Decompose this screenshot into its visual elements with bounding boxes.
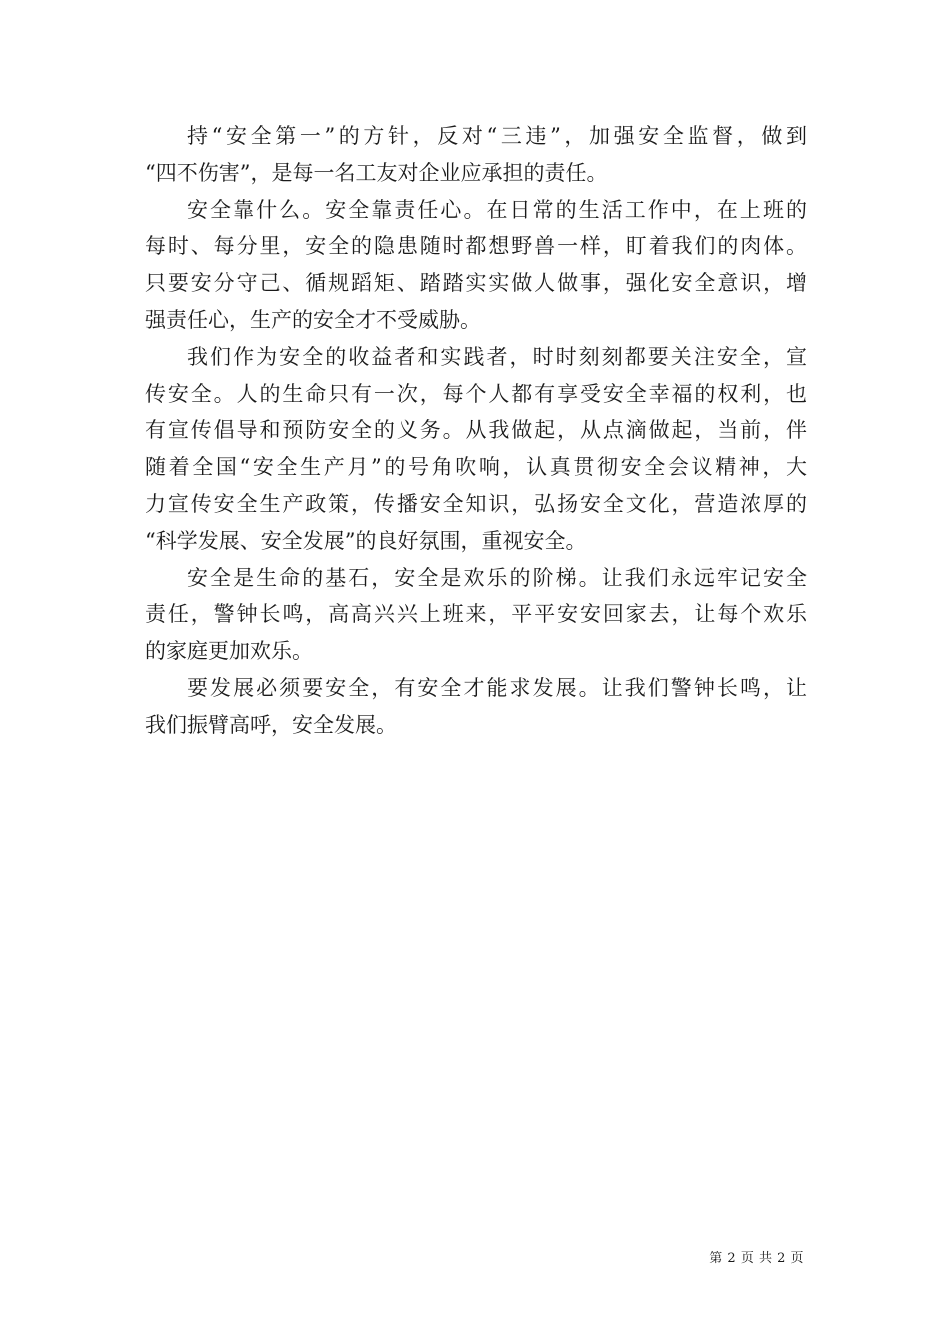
text-line: 我们振臂高呼，安全发展。 (145, 712, 397, 737)
text-line: 安全是生命的基石，安全是欢乐的阶梯。让我们永远牢记安全 (187, 565, 807, 590)
text-line: 力宣传安全生产政策，传播安全知识，弘扬安全文化，营造浓厚的 (145, 491, 807, 516)
text-line: 要发展必须要安全，有安全才能求发展。让我们警钟长鸣，让 (187, 675, 807, 700)
text-line: 有宣传倡导和预防安全的义务。从我做起，从点滴做起，当前，伴 (145, 418, 807, 443)
text-line: 责任，警钟长鸣，高高兴兴上班来，平平安安回家去，让每个欢乐 (145, 602, 807, 627)
text-line: 随着全国“安全生产月”的号角吹响，认真贯彻安全会议精神，大 (145, 455, 807, 480)
body-text (145, 118, 807, 744)
text-line: “四不伤害”，是每一名工友对企业应承担的责任。 (145, 160, 608, 185)
text-line: 每时、每分里，安全的隐患随时都想野兽一样，盯着我们的肉体。 (145, 234, 807, 259)
text-line: 传安全。人的生命只有一次，每个人都有享受安全幸福的权利，也 (145, 381, 807, 406)
text-line: 强责任心，生产的安全才不受威胁。 (145, 307, 481, 332)
page-number-footer: 第 2 页 共 2 页 (709, 1251, 804, 1266)
text-line: 安全靠什么。安全靠责任心。在日常的生活工作中，在上班的 (187, 197, 807, 222)
text-line: 我们作为安全的收益者和实践者，时时刻刻都要关注安全，宣 (187, 344, 807, 369)
text-line: 只要安分守己、循规蹈矩、踏踏实实做人做事，强化安全意识，增 (145, 271, 807, 296)
text-line: 的家庭更加欢乐。 (145, 639, 313, 664)
text-line: 持“安全第一”的方针，反对“三违”，加强安全监督，做到 (187, 124, 807, 148)
text-line: “科学发展、安全发展”的良好氛围，重视安全。 (145, 528, 587, 553)
